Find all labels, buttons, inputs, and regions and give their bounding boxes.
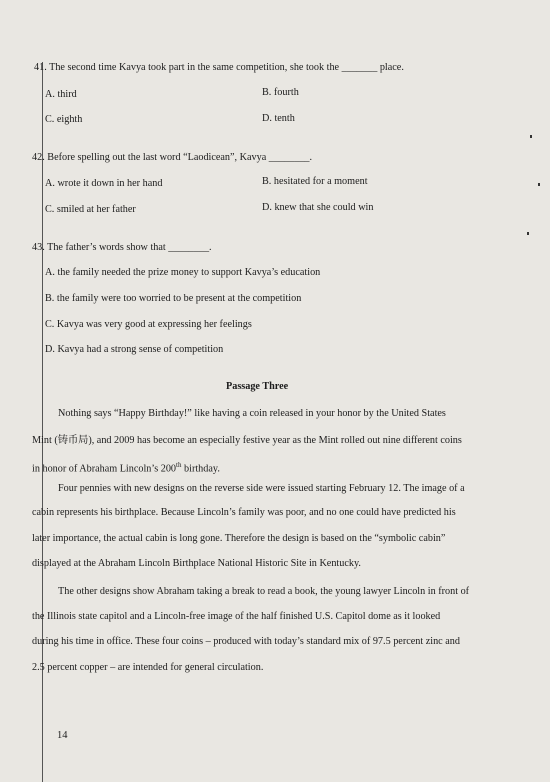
q41-stem: 41. The second time Kavya took part in the same competition, she took the _______ place.: [34, 62, 404, 73]
passage-title: Passage Three: [226, 381, 289, 392]
passage-p3-line2: the Illinois state capitol and a Lincoln-free image of the half finished U.S. Capitol dome as it looked: [32, 611, 441, 622]
q42-option-a: A. wrote it down in her hand: [45, 178, 163, 189]
passage-p1-line1: Nothing says “Happy Birthday!” like having a coin released in your honor by the United States: [58, 408, 446, 419]
q43-option-a: A. the family needed the prize money to support Kavya’s education: [45, 267, 321, 278]
passage-p1-line2: Mint (铸币局), and 2009 has become an especially festive year as the Mint rolled out nine different coins: [32, 435, 462, 446]
q41-option-b: B. fourth: [262, 87, 299, 98]
passage-p1-line3: [32, 459, 220, 475]
q43-option-b: B. the family were too worried to be present at the competition: [45, 293, 302, 304]
passage-p2-line3: later importance, the actual cabin is long gone. Therefore the design is based on the “symbolic cabin”: [32, 533, 446, 544]
q42-option-c: C. smiled at her father: [45, 204, 136, 215]
passage-p2-line2: cabin represents his birthplace. Because Lincoln’s family was poor, and no one could have predicted his: [32, 507, 456, 518]
passage-p1-line3-text: in honor of Abraham Lincoln’s 200: [32, 463, 177, 475]
passage-p3-line3: during his time in office. These four coins – produced with today’s standard mix of 97.5 percent zinc and: [32, 636, 460, 647]
q42-option-b: B. hesitated for a moment: [262, 176, 368, 187]
passage-p1-line3-end: birthday.: [181, 463, 220, 475]
passage-p3-line4: 2.5 percent copper – are intended for general circulation.: [32, 662, 264, 673]
passage-p2-line4: displayed at the Abraham Lincoln Birthplace National Historic Site in Kentucky.: [32, 558, 361, 569]
scan-speck: [530, 135, 532, 138]
q42-option-d: D. knew that she could win: [262, 202, 374, 213]
q43-option-d: D. Kavya had a strong sense of competition: [45, 344, 224, 355]
scan-speck: [538, 183, 540, 186]
q43-option-c: C. Kavya was very good at expressing her feelings: [45, 319, 252, 330]
passage-p3-line1: The other designs show Abraham taking a break to read a book, the young lawyer Lincoln in front of: [58, 586, 470, 597]
page-number: 14: [57, 730, 68, 741]
scan-speck: [527, 232, 529, 235]
passage-p2-line1: Four pennies with new designs on the reverse side were issued starting February 12. The image of a: [58, 483, 465, 494]
q43-stem: 43. The father’s words show that ________.: [32, 242, 212, 253]
binding-margin-line: [42, 62, 43, 782]
ordinal-superscript: th: [176, 461, 182, 469]
q42-stem: 42. Before spelling out the last word “Laodicean”, Kavya ________.: [32, 152, 313, 163]
q41-option-a: A. third: [45, 89, 77, 100]
q41-option-c: C. eighth: [45, 114, 83, 125]
q41-option-d: D. tenth: [262, 113, 295, 124]
